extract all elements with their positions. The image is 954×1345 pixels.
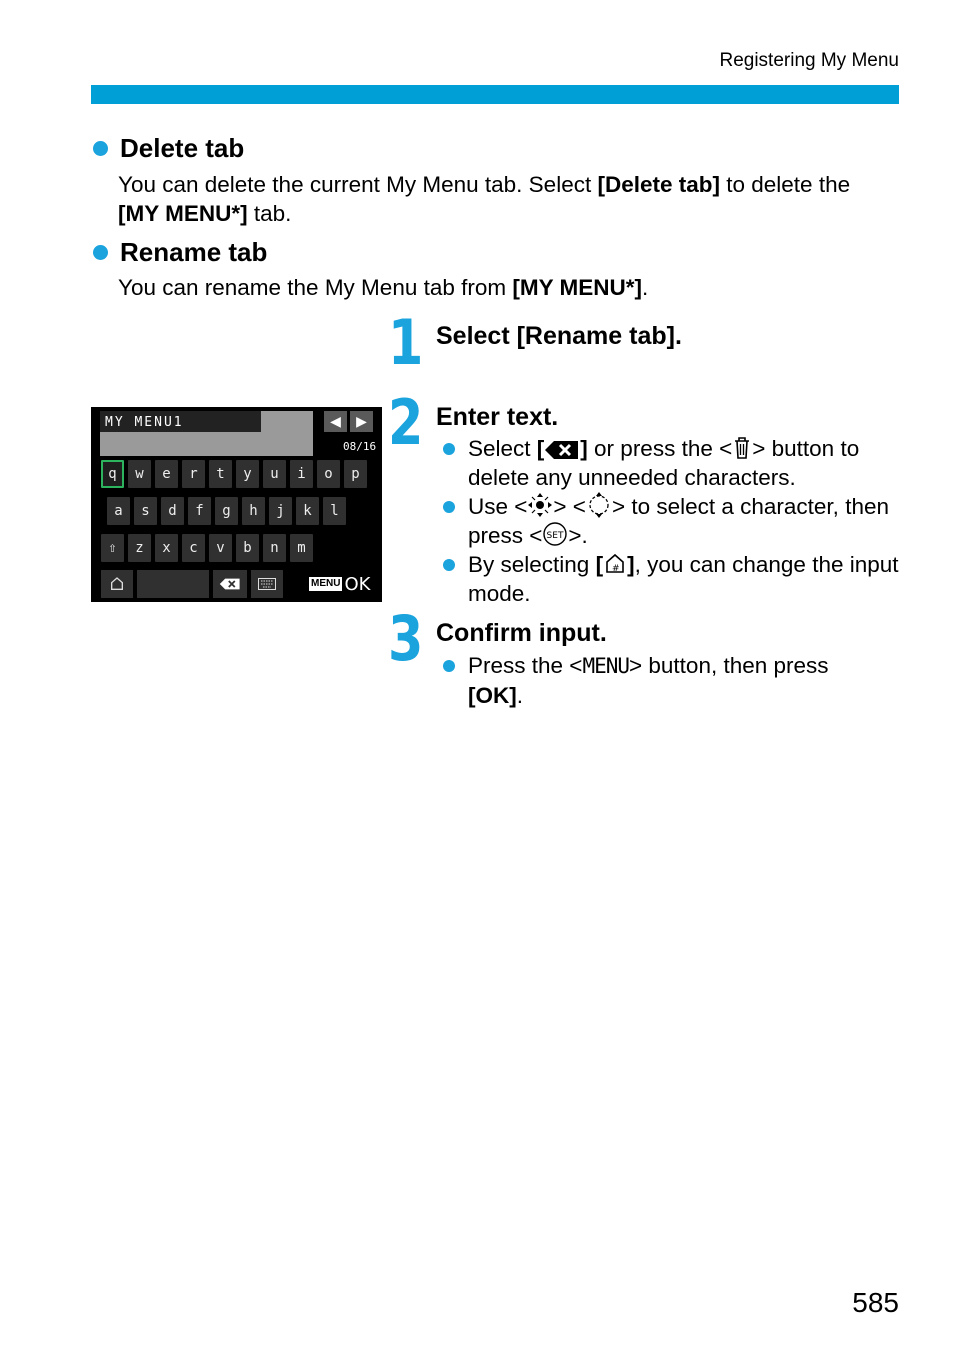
svg-text:#: #	[612, 564, 620, 574]
text-field[interactable]	[100, 411, 313, 456]
bullet-icon	[443, 501, 455, 513]
step2-bullet-1: Select [ ] or press the < > button to delete any unneeded characters.	[443, 434, 903, 492]
step3-bullet-1: Press the <MENU> button, then press [OK].	[443, 651, 903, 710]
key[interactable]: k	[296, 497, 319, 525]
key[interactable]: t	[209, 460, 232, 488]
key[interactable]: g	[215, 497, 238, 525]
input-mode-key[interactable]	[101, 570, 133, 598]
step-number-2: 2	[388, 386, 424, 459]
input-mode-icon	[109, 576, 125, 592]
key[interactable]: j	[269, 497, 292, 525]
step-title-1: Select [Rename tab].	[436, 322, 682, 350]
key[interactable]: z	[128, 534, 151, 562]
step2-bullet-2: Use < > < > to select a character, then press < SET >.	[443, 492, 903, 550]
key[interactable]: n	[263, 534, 286, 562]
ok-button[interactable]	[309, 572, 373, 596]
backspace-icon	[544, 440, 580, 460]
key[interactable]: i	[290, 460, 313, 488]
keyboard-icon	[258, 578, 276, 590]
key[interactable]: v	[209, 534, 232, 562]
header-bar	[91, 85, 899, 104]
key[interactable]: a	[107, 497, 130, 525]
key[interactable]: r	[182, 460, 205, 488]
input-mode-icon	[603, 552, 627, 576]
menu-button-label: MENU	[582, 654, 630, 678]
bullet-icon	[93, 141, 108, 156]
bullet-icon	[443, 443, 455, 455]
step-title-3: Confirm input.	[436, 619, 607, 647]
multi-controller-icon	[527, 492, 553, 518]
cursor-left-button[interactable]	[324, 411, 347, 432]
key[interactable]: y	[236, 460, 259, 488]
rename-tab-text: You can rename the My Menu tab from [MY MENU*].	[118, 275, 649, 300]
key[interactable]: e	[155, 460, 178, 488]
step-number-1: 1	[388, 306, 424, 379]
set-button-icon	[542, 521, 568, 547]
text-field-value: MY MENU1	[105, 415, 184, 430]
character-count: 08/16	[343, 440, 377, 453]
key[interactable]: b	[236, 534, 259, 562]
trash-icon	[732, 436, 752, 460]
menu-badge: MENU	[311, 578, 341, 589]
space-key[interactable]	[137, 570, 209, 598]
quick-dial-icon	[586, 492, 612, 518]
key[interactable]: l	[323, 497, 346, 525]
svg-text:SET: SET	[546, 531, 564, 541]
camera-screen	[91, 407, 382, 602]
key[interactable]: m	[290, 534, 313, 562]
key[interactable]: o	[317, 460, 340, 488]
key[interactable]: s	[134, 497, 157, 525]
delete-key[interactable]	[213, 570, 247, 598]
step-number-3: 3	[388, 602, 424, 675]
key[interactable]: q	[101, 460, 124, 488]
bullet-icon	[93, 245, 108, 260]
arrow-left-icon: ◀	[330, 413, 341, 429]
delete-tab-text: You can delete the current My Menu tab. Select [Delete tab] to delete the [MY MENU*] tab.	[118, 172, 851, 226]
key[interactable]: h	[242, 497, 265, 525]
arrow-right-icon: ▶	[356, 413, 367, 429]
key[interactable]: d	[161, 497, 184, 525]
rename-tab-heading: Rename tab	[92, 237, 267, 268]
key[interactable]: c	[182, 534, 205, 562]
delete-tab-heading: Delete tab	[92, 133, 244, 164]
key[interactable]: f	[188, 497, 211, 525]
key[interactable]: x	[155, 534, 178, 562]
shift-key[interactable]: ⇧	[101, 534, 124, 562]
bullet-icon	[443, 559, 455, 571]
step2-bullet-3: By selecting [ # ], you can change the input mode.	[443, 550, 903, 608]
keyboard-key[interactable]	[251, 570, 283, 598]
step-title-2: Enter text.	[436, 403, 559, 431]
cursor-right-button[interactable]	[350, 411, 373, 432]
ok-label: OK	[344, 573, 371, 595]
key[interactable]: u	[263, 460, 286, 488]
key[interactable]: w	[128, 460, 151, 488]
backspace-icon	[219, 578, 241, 590]
page-number: 585	[852, 1287, 899, 1318]
bullet-icon	[443, 660, 455, 672]
header-title: Registering My Menu	[719, 50, 899, 71]
key[interactable]: p	[344, 460, 367, 488]
